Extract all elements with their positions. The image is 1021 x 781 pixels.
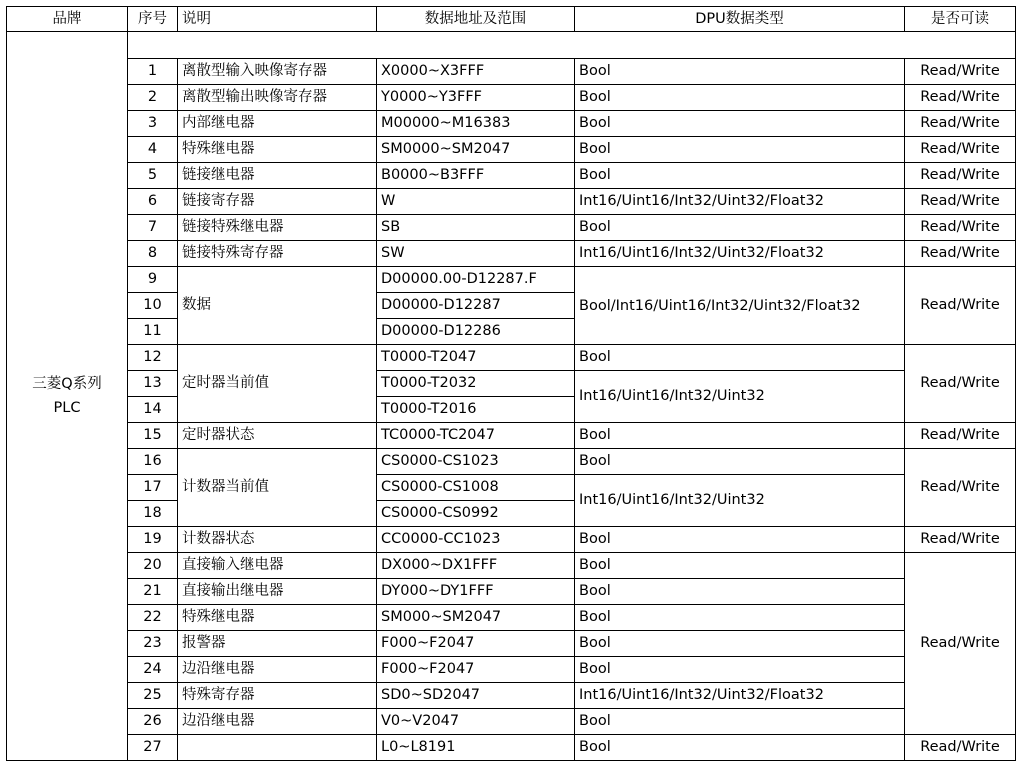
table-row bbox=[7, 59, 1016, 85]
row-index-cell: 3 bbox=[128, 111, 178, 137]
row-index-cell: 12 bbox=[128, 345, 178, 371]
row-desc-cell: 特殊寄存器 bbox=[178, 683, 377, 709]
row-index-cell: 2 bbox=[128, 85, 178, 111]
row-desc-cell: 离散型输出映像寄存器 bbox=[178, 85, 377, 111]
row-address-cell: CC0000-CC1023 bbox=[377, 527, 575, 553]
table-row bbox=[7, 657, 1016, 683]
row-index-cell: 15 bbox=[128, 423, 178, 449]
table-row bbox=[7, 527, 1016, 553]
table-row bbox=[7, 371, 1016, 397]
row-type-cell: Bool bbox=[575, 631, 905, 657]
row-desc-cell: 链接继电器 bbox=[178, 163, 377, 189]
row-address-cell: F000~F2047 bbox=[377, 657, 575, 683]
row-address-cell: M00000~M16383 bbox=[377, 111, 575, 137]
row-address-cell: Y0000~Y3FFF bbox=[377, 85, 575, 111]
row-index-cell: 17 bbox=[128, 475, 178, 501]
header-desc: 说明 bbox=[178, 7, 377, 32]
header-address: 数据地址及范围 bbox=[377, 7, 575, 32]
row-index-cell: 5 bbox=[128, 163, 178, 189]
row-index-cell: 19 bbox=[128, 527, 178, 553]
row-address-cell: SW bbox=[377, 241, 575, 267]
row-access-cell: Read/Write bbox=[905, 345, 1016, 423]
row-index-cell: 16 bbox=[128, 449, 178, 475]
row-desc-cell: 计数器状态 bbox=[178, 527, 377, 553]
table-row bbox=[7, 683, 1016, 709]
row-desc-cell: 边沿继电器 bbox=[178, 657, 377, 683]
row-index-cell: 20 bbox=[128, 553, 178, 579]
row-desc-cell: 计数器当前值 bbox=[178, 449, 377, 527]
table-row bbox=[7, 605, 1016, 631]
table-row bbox=[7, 111, 1016, 137]
row-index-cell: 9 bbox=[128, 267, 178, 293]
row-desc-cell: 特殊继电器 bbox=[178, 137, 377, 163]
row-type-cell: Bool bbox=[575, 735, 905, 761]
row-index-cell: 10 bbox=[128, 293, 178, 319]
row-desc-cell: 直接输出继电器 bbox=[178, 579, 377, 605]
row-desc-cell: 边沿继电器 bbox=[178, 709, 377, 735]
row-type-cell: Bool bbox=[575, 527, 905, 553]
row-type-cell: Bool bbox=[575, 59, 905, 85]
row-address-cell: DY000~DY1FFF bbox=[377, 579, 575, 605]
spacer-row bbox=[7, 32, 1016, 59]
row-index-cell: 18 bbox=[128, 501, 178, 527]
row-access-cell: Read/Write bbox=[905, 215, 1016, 241]
row-type-cell: Int16/Uint16/Int32/Uint32/Float32 bbox=[575, 189, 905, 215]
table-row bbox=[7, 709, 1016, 735]
row-address-cell: D00000.00-D12287.F bbox=[377, 267, 575, 293]
row-index-cell: 23 bbox=[128, 631, 178, 657]
row-type-cell: Bool bbox=[575, 709, 905, 735]
row-access-cell: Read/Write bbox=[905, 163, 1016, 189]
row-access-cell: Read/Write bbox=[905, 241, 1016, 267]
row-desc-cell: 内部继电器 bbox=[178, 111, 377, 137]
row-type-cell: Bool bbox=[575, 111, 905, 137]
brand-cell bbox=[7, 32, 128, 761]
table-row bbox=[7, 475, 1016, 501]
row-address-cell: V0~V2047 bbox=[377, 709, 575, 735]
row-desc-cell: 定时器状态 bbox=[178, 423, 377, 449]
row-type-cell: Bool bbox=[575, 137, 905, 163]
row-address-cell: T0000-T2032 bbox=[377, 371, 575, 397]
row-desc-cell: 报警器 bbox=[178, 631, 377, 657]
row-index-cell: 1 bbox=[128, 59, 178, 85]
table-row bbox=[7, 631, 1016, 657]
row-type-cell: Bool bbox=[575, 215, 905, 241]
row-type-cell: Int16/Uint16/Int32/Uint32/Float32 bbox=[575, 241, 905, 267]
row-address-cell: CS0000-CS1023 bbox=[377, 449, 575, 475]
row-address-cell: SD0~SD2047 bbox=[377, 683, 575, 709]
row-desc-cell: 链接特殊寄存器 bbox=[178, 241, 377, 267]
row-type-cell: Bool bbox=[575, 345, 905, 371]
row-type-cell: Int16/Uint16/Int32/Uint32 bbox=[575, 371, 905, 423]
table-row bbox=[7, 85, 1016, 111]
row-type-cell: Int16/Uint16/Int32/Uint32/Float32 bbox=[575, 683, 905, 709]
row-address-cell: DX000~DX1FFF bbox=[377, 553, 575, 579]
table-row bbox=[7, 163, 1016, 189]
row-index-cell: 27 bbox=[128, 735, 178, 761]
row-index-cell: 6 bbox=[128, 189, 178, 215]
row-desc-cell: 数据 bbox=[178, 267, 377, 345]
row-type-cell: Bool bbox=[575, 163, 905, 189]
row-desc-cell: 直接输入继电器 bbox=[178, 553, 377, 579]
row-index-cell: 24 bbox=[128, 657, 178, 683]
table-row bbox=[7, 579, 1016, 605]
row-address-cell: B0000~B3FFF bbox=[377, 163, 575, 189]
row-address-cell: T0000-T2047 bbox=[377, 345, 575, 371]
spacer-cell bbox=[128, 32, 1016, 59]
table-row bbox=[7, 241, 1016, 267]
row-address-cell: SM000~SM2047 bbox=[377, 605, 575, 631]
header-row bbox=[7, 7, 1016, 32]
table-row bbox=[7, 345, 1016, 371]
row-address-cell: CS0000-CS0992 bbox=[377, 501, 575, 527]
table-row bbox=[7, 449, 1016, 475]
row-index-cell: 22 bbox=[128, 605, 178, 631]
row-access-cell: Read/Write bbox=[905, 423, 1016, 449]
row-access-cell: Read/Write bbox=[905, 735, 1016, 761]
plc-address-table bbox=[6, 6, 1016, 761]
row-access-cell: Read/Write bbox=[905, 553, 1016, 735]
row-index-cell: 11 bbox=[128, 319, 178, 345]
table-row bbox=[7, 267, 1016, 293]
row-index-cell: 21 bbox=[128, 579, 178, 605]
row-address-cell: W bbox=[377, 189, 575, 215]
row-access-cell: Read/Write bbox=[905, 137, 1016, 163]
brand-line-1: 三菱Q系列 bbox=[32, 376, 102, 392]
row-type-cell: Bool bbox=[575, 657, 905, 683]
header-type: DPU数据类型 bbox=[575, 7, 905, 32]
header-access: 是否可读 bbox=[905, 7, 1016, 32]
row-type-cell: Bool bbox=[575, 449, 905, 475]
row-index-cell: 14 bbox=[128, 397, 178, 423]
table-row bbox=[7, 215, 1016, 241]
row-index-cell: 25 bbox=[128, 683, 178, 709]
row-access-cell: Read/Write bbox=[905, 59, 1016, 85]
row-address-cell: D00000-D12286 bbox=[377, 319, 575, 345]
row-access-cell: Read/Write bbox=[905, 189, 1016, 215]
table-row bbox=[7, 735, 1016, 761]
row-access-cell: Read/Write bbox=[905, 449, 1016, 527]
table-row bbox=[7, 553, 1016, 579]
row-type-cell: Bool/Int16/Uint16/Int32/Uint32/Float32 bbox=[575, 267, 905, 345]
row-address-cell: F000~F2047 bbox=[377, 631, 575, 657]
row-address-cell: SM0000~SM2047 bbox=[377, 137, 575, 163]
row-access-cell: Read/Write bbox=[905, 111, 1016, 137]
row-address-cell: D00000-D12287 bbox=[377, 293, 575, 319]
row-type-cell: Bool bbox=[575, 579, 905, 605]
row-address-cell: TC0000-TC2047 bbox=[377, 423, 575, 449]
row-desc-cell: 链接寄存器 bbox=[178, 189, 377, 215]
row-access-cell: Read/Write bbox=[905, 527, 1016, 553]
row-desc-cell: 离散型输入映像寄存器 bbox=[178, 59, 377, 85]
row-desc-cell bbox=[178, 735, 377, 761]
row-address-cell: CS0000-CS1008 bbox=[377, 475, 575, 501]
table-row bbox=[7, 189, 1016, 215]
row-type-cell: Bool bbox=[575, 553, 905, 579]
row-desc-cell: 链接特殊继电器 bbox=[178, 215, 377, 241]
row-type-cell: Bool bbox=[575, 605, 905, 631]
table-row bbox=[7, 137, 1016, 163]
row-address-cell: X0000~X3FFF bbox=[377, 59, 575, 85]
row-access-cell: Read/Write bbox=[905, 267, 1016, 345]
row-index-cell: 7 bbox=[128, 215, 178, 241]
row-desc-cell: 特殊继电器 bbox=[178, 605, 377, 631]
row-access-cell: Read/Write bbox=[905, 85, 1016, 111]
row-address-cell: T0000-T2016 bbox=[377, 397, 575, 423]
row-address-cell: L0~L8191 bbox=[377, 735, 575, 761]
row-index-cell: 4 bbox=[128, 137, 178, 163]
brand-line-2: PLC bbox=[53, 400, 81, 416]
row-index-cell: 13 bbox=[128, 371, 178, 397]
header-index: 序号 bbox=[128, 7, 178, 32]
row-type-cell: Bool bbox=[575, 85, 905, 111]
header-brand: 品牌 bbox=[7, 7, 128, 32]
row-type-cell: Int16/Uint16/Int32/Uint32 bbox=[575, 475, 905, 527]
row-address-cell: SB bbox=[377, 215, 575, 241]
row-index-cell: 26 bbox=[128, 709, 178, 735]
row-index-cell: 8 bbox=[128, 241, 178, 267]
table-row bbox=[7, 423, 1016, 449]
row-desc-cell: 定时器当前值 bbox=[178, 345, 377, 423]
row-type-cell: Bool bbox=[575, 423, 905, 449]
